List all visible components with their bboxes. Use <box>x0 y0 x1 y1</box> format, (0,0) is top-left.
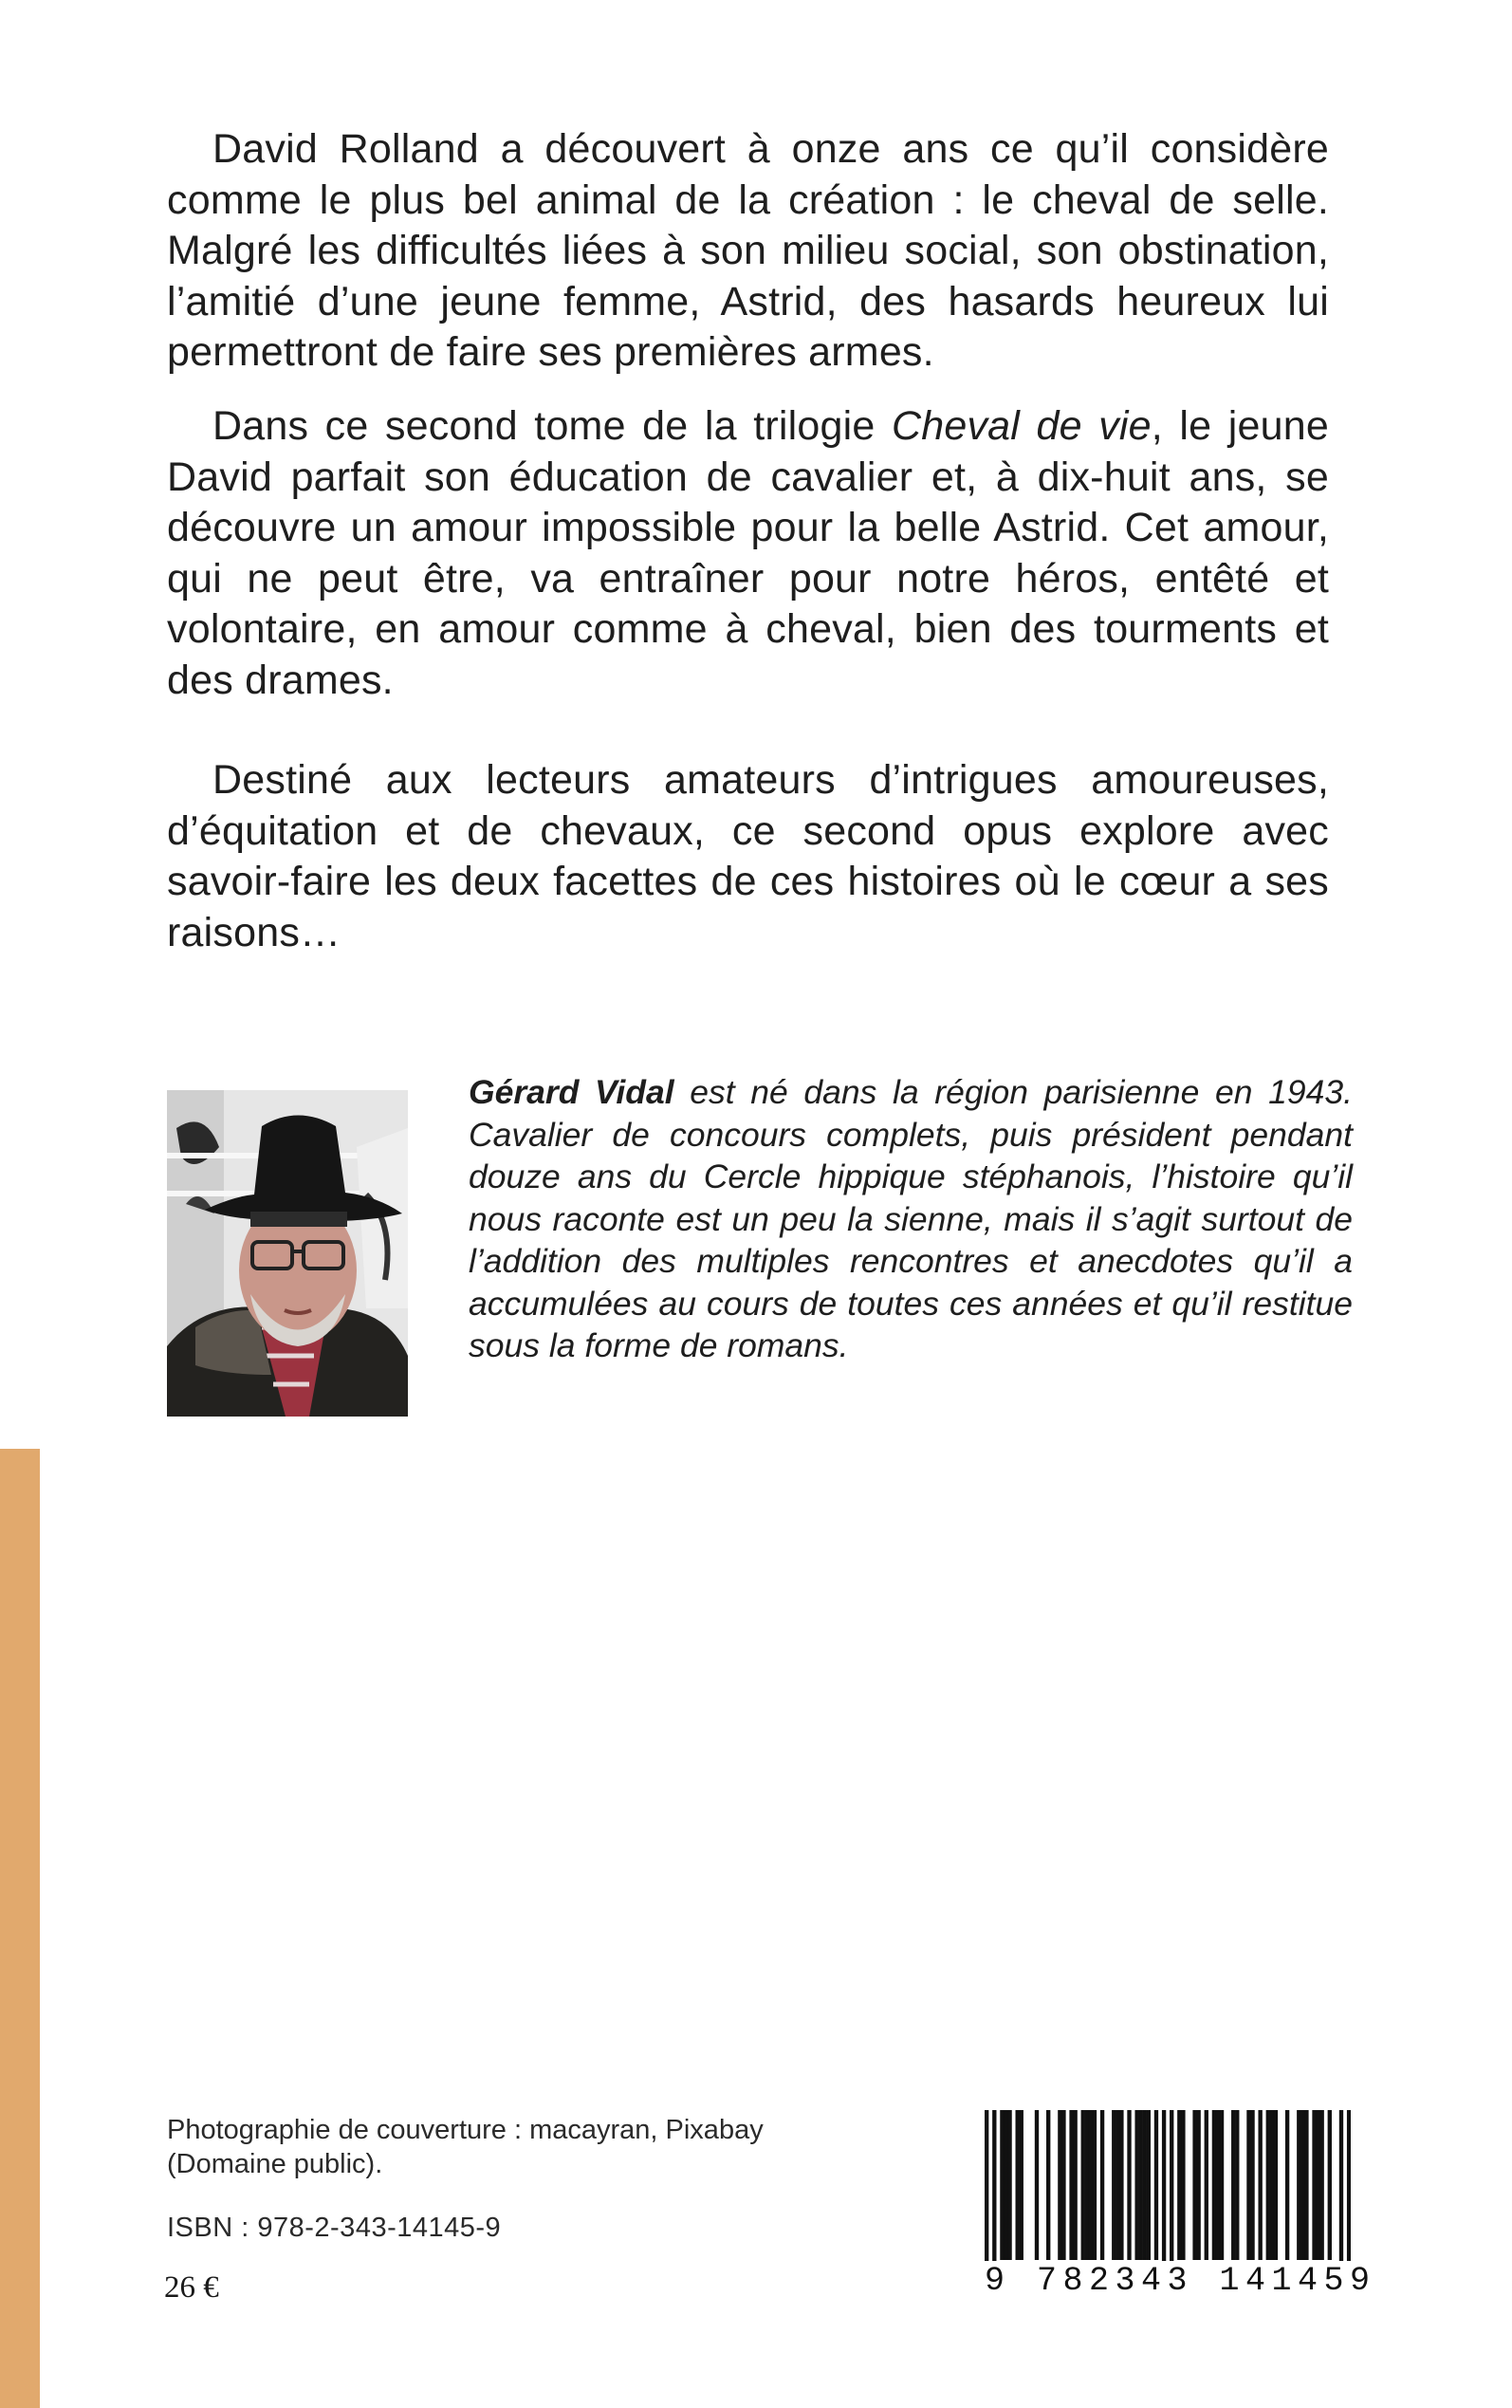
author-name: Gérard Vidal <box>469 1073 674 1111</box>
barcode-bar <box>1212 2110 1216 2260</box>
author-bio <box>469 1071 1353 1367</box>
barcode-bar <box>1147 2110 1151 2260</box>
barcode-bar <box>1177 2110 1181 2260</box>
barcode-bar <box>1058 2110 1061 2260</box>
barcode-bar <box>1196 2110 1200 2260</box>
barcode-bar <box>1266 2110 1270 2260</box>
barcode-bar <box>1274 2110 1278 2260</box>
barcode-bar <box>1250 2110 1254 2260</box>
barcode-bar <box>1093 2110 1097 2260</box>
barcode-bar <box>1020 2110 1023 2260</box>
barcode-bar <box>1139 2110 1143 2260</box>
barcode-bar <box>1258 2110 1262 2260</box>
barcode-bar <box>1192 2110 1196 2260</box>
blurb-paragraph-1: David Rolland a découvert à onze ans ce qu’il considère comme le plus bel animal de la création : le cheval de selle. Malgré les difficultés liées à son milieu social, son obstination, l’amitié d’une jeune femme, Astrid, des hasards heureux lui permettront de faire ses premières armes. <box>167 126 1329 375</box>
photo-credit: Photographie de couverture : macayran, Pixabay (Domaine public). <box>167 2115 764 2179</box>
barcode-bar <box>1304 2110 1308 2260</box>
barcode-bar <box>1319 2110 1323 2260</box>
blurb-p2-end: , le jeune David parfait son éducation de cavalier et, à dix-huit ans, se découvre un amour impossible pour la belle Astrid. Cet amour, qui ne peut être, va entraîner pour notre héros, entêté et volontaire, en amour comme à cheval, bien des tourments et des drames. <box>167 403 1329 703</box>
barcode-bar <box>1046 2110 1050 2260</box>
barcode-bar <box>1154 2110 1158 2260</box>
barcode-bar <box>1089 2110 1093 2260</box>
barcode-bar <box>1246 2110 1250 2260</box>
spine-color-band <box>0 1449 40 2408</box>
barcode-bar <box>1016 2110 1020 2260</box>
barcode-bar <box>1220 2110 1224 2260</box>
barcode-bar <box>1316 2110 1319 2260</box>
blurb-paragraph-3: Destiné aux lecteurs amateurs d’intrigues amoureuses, d’équitation et de chevaux, ce second opus explore avec savoir-faire les deux facettes de ces histoires où le cœur a ses raisons… <box>167 757 1329 955</box>
barcode-bar <box>1100 2110 1104 2260</box>
barcode-bar <box>1205 2110 1208 2260</box>
barcode-bar <box>1061 2110 1065 2260</box>
barcode-bar <box>1235 2110 1239 2260</box>
barcode-bar <box>1000 2110 1004 2260</box>
barcode-bar <box>1285 2110 1289 2260</box>
barcode-bar <box>1004 2110 1007 2260</box>
isbn: ISBN : 978-2-343-14145-9 <box>167 2213 502 2243</box>
barcode-bar <box>1073 2110 1077 2260</box>
barcode-bar <box>1231 2110 1235 2260</box>
barcode-bar <box>1134 2110 1138 2260</box>
barcode-bar <box>1007 2110 1011 2260</box>
barcode-bar <box>1143 2110 1147 2260</box>
barcode-bar <box>1312 2110 1316 2260</box>
barcode-bar <box>1035 2110 1039 2260</box>
barcode-bar <box>1127 2110 1131 2260</box>
barcode-digits: 9 782343 141459 <box>985 2262 1376 2300</box>
author-bio-text: est né dans la région parisienne en 1943. Cavalier de concours complets, puis président pendant douze ans du Cercle hippique stéphanois, l’histoire qu’il nous raconte est un peu la sienne, mais il s’agit surtout de l’addition des multiples rencontres et anecdotes qu’il a accumulées au cours de toutes ces années et qu’il restitue sous la forme de romans. <box>469 1073 1353 1364</box>
barcode-bar <box>1328 2110 1332 2260</box>
barcode-bar <box>1085 2110 1089 2260</box>
barcode-bar <box>1216 2110 1220 2260</box>
series-title: Cheval de vie <box>891 403 1152 449</box>
barcode-bar <box>1081 2110 1085 2260</box>
barcode-bar <box>1270 2110 1274 2260</box>
barcode-bar <box>1069 2110 1073 2260</box>
blurb-paragraph-2 <box>167 401 1329 706</box>
blurb-p2-start: Dans ce second tome de la trilogie <box>212 403 892 449</box>
barcode-bar <box>1116 2110 1119 2260</box>
barcode-bar <box>1181 2110 1185 2260</box>
barcode-bar <box>1119 2110 1123 2260</box>
price: 26 € <box>164 2270 219 2305</box>
barcode-bar <box>1112 2110 1116 2260</box>
barcode-bar <box>1300 2110 1304 2260</box>
barcode-bar <box>1297 2110 1300 2260</box>
author-photo <box>167 1090 408 1417</box>
